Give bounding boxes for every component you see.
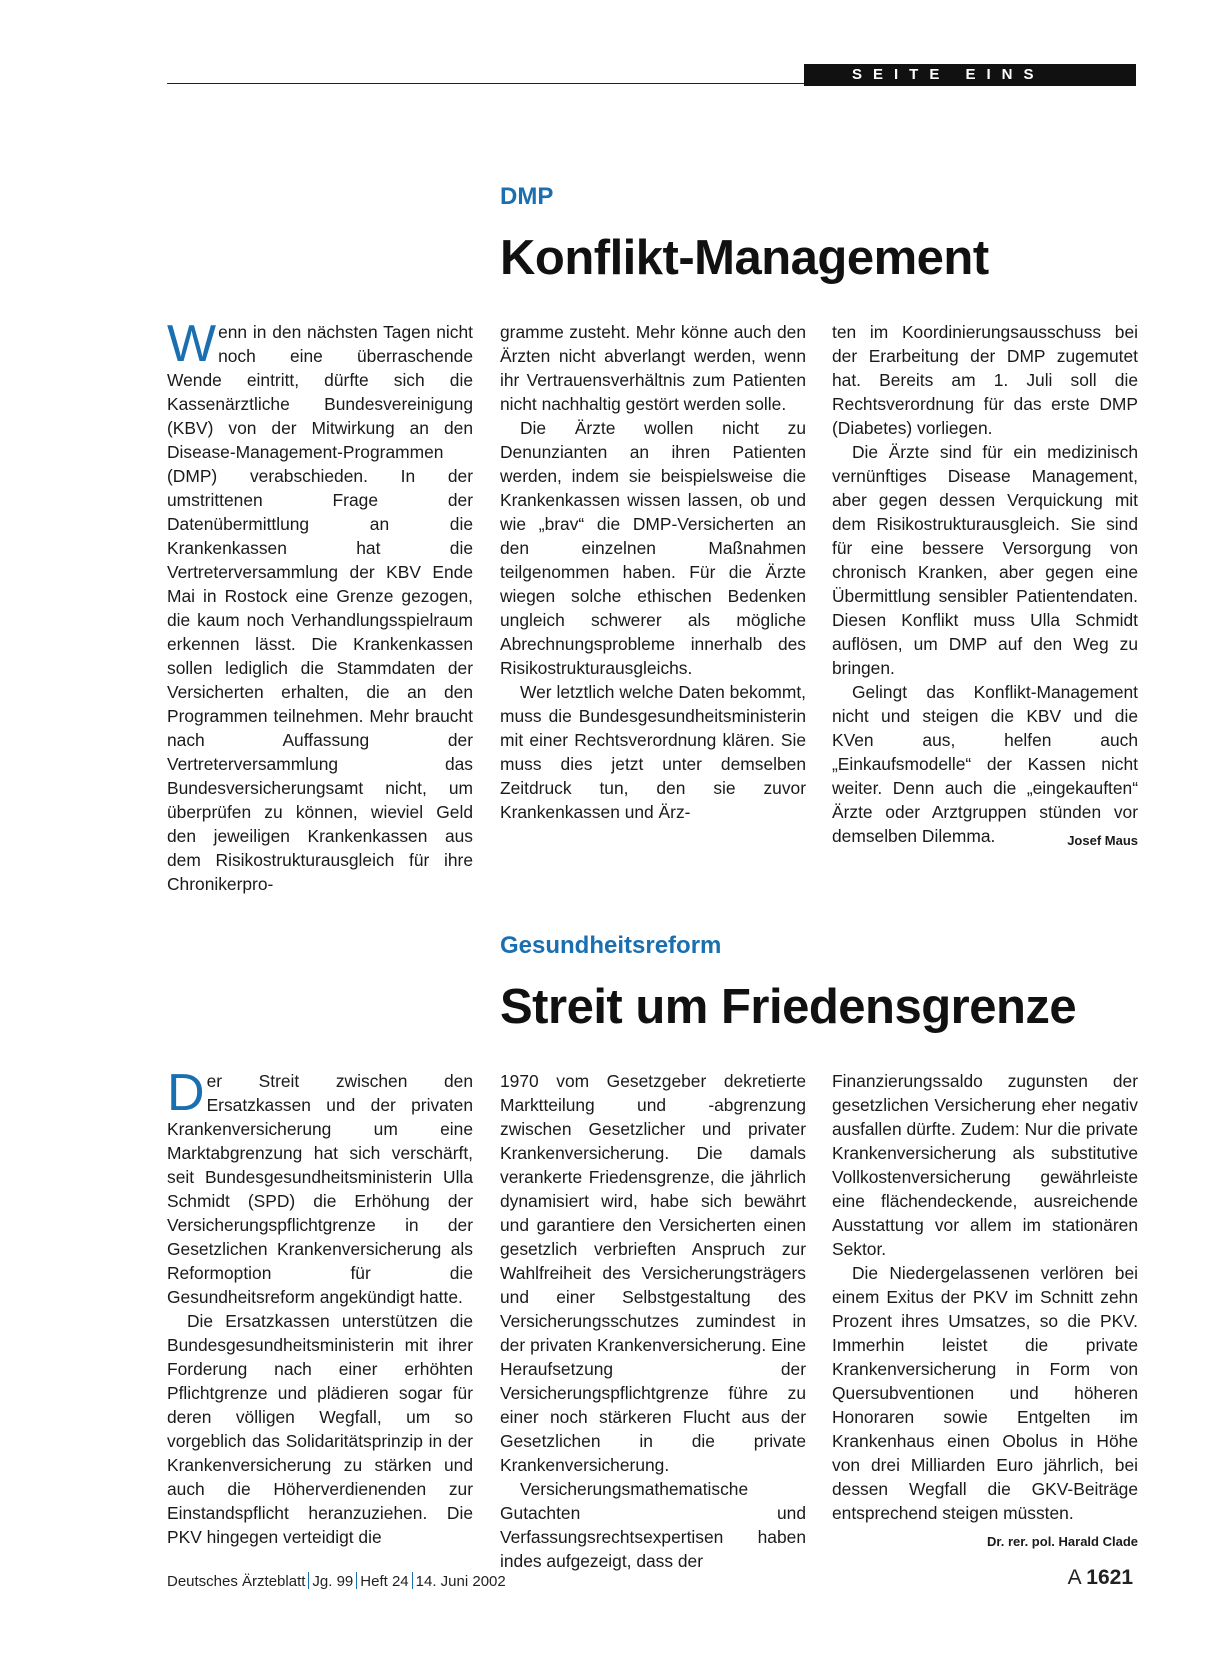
article1-col1-paragraph [167,315,473,896]
article1-col3-text: Gelingt das Konflikt-Management nicht und steigen die KBV und die KVen aus, helfen auch „Einkaufsmodelle“ der Kassen nicht weiter. Denn auch die „eingekauften“ Ärzte oder Arztgruppen stünden vor demselben Dilemma. [832,682,1138,846]
article1-column-2 [500,320,806,824]
article1-col3-paragraph-2: Die Ärzte sind für ein medizinisch vernünftiges Disease Management, aber gegen dessen Verquickung mit dem Risikostrukturausgleich. Sie sind für eine bessere Versorgung von chronisch Kranken, aber gegen eine Übermittlung sensibler Patientendaten. Diesen Konflikt muss Ulla Schmidt auflösen, um DMP auf den Weg zu bringen. [832,442,1138,678]
journal-date: 14. Juni 2002 [415,1573,506,1590]
article2-col2-paragraph-2: Versicherungsmathematische Gutachten und Verfassungsrechtsexpertisen haben indes aufgezeigt, dass der [500,1479,806,1571]
article1-column-3 [832,320,1138,853]
article1-col2-paragraph-1: gramme zusteht. Mehr könne auch den Ärzten nicht abverlangt werden, wenn ihr Vertrauensverhältnis zum Patienten nicht nachhaltig gestört werden solle. [500,322,806,414]
article1-column-1 [167,315,473,896]
article1-col2-paragraph-3: Wer letztlich welche Daten bekommt, muss die Bundesgesundheitsministerin mit einer Rechtsverordnung klären. Sie muss dies jetzt unter demselben Zeitdruck tun, den sie zuvor Krankenkassen und Ärz- [500,682,806,822]
page-number-value: 1621 [1086,1566,1133,1589]
article2-column-3 [832,1069,1138,1554]
article2-col3-paragraph-1: Finanzierungssaldo zugunsten der gesetzlichen Versicherung eher negativ ausfallen dürfte. Zudem: Nur die private Krankenversicherung als substitutive Vollkostenversicherung gewährleiste eine flächendeckende, ausreichende Ausstattung vor allem im stationären Sektor. [832,1071,1138,1259]
article1-headline: Konflikt-Management [500,231,989,285]
article2-col2-paragraph-1: 1970 vom Gesetzgeber dekretierte Marktteilung und -abgrenzung zwischen Gesetzlicher und privater Krankenversicherung. Die damals verankerte Friedensgrenze, die jährlich dynamisiert wird, habe sich bewährt und garantiere den Versicherten einen gesetzlich verbrieften Anspruch zur Wahlfreiheit des Versicherungsträgers und einer Selbstgestaltung des Versicherungsschutzes zumindest in der privaten Krankenversicherung. Eine Heraufsetzung der Versicherungspflichtgrenze führe zu einer noch stärkeren Flucht aus der Gesetzlichen in die private Krankenversicherung. [500,1071,806,1475]
section-label: SEITE EINS [804,64,1136,86]
article1-col2-paragraph-2: Die Ärzte wollen nicht zu Denunzianten an ihren Patienten werden, indem sie beispielsweise die Krankenkassen wissen lassen, ob und wie „brav“ die DMP-Versicherten an den einzelnen Maßnahmen teilgenommen haben. Für die Ärzte wiegen solche ethischen Bedenken ungleich schwerer als mögliche Abrechnungsprobleme innerhalb des Risikostrukturausgleichs. [500,418,806,678]
page-number [1068,1566,1133,1590]
article1-author: Josef Maus [1067,833,1138,848]
article2-dropcap: D [167,1064,205,1122]
journal-name: Deutsches Ärzteblatt [167,1573,306,1590]
page-prefix: A [1067,1566,1081,1589]
article2-col1-paragraph-1 [167,1064,473,1309]
article2-headline: Streit um Friedensgrenze [500,980,1077,1034]
article2-author: Dr. rer. pol. Harald Clade [987,1534,1138,1549]
page-footer [167,1566,1133,1590]
article2-col1-text: er Streit zwischen den Ersatzkassen und der privaten Krankenversicherung um eine Marktabgrenzung hat sich verschärft, seit Bundesgesundheitsministerin Ulla Schmidt (SPD) die Erhöhung der Versicherungspflichtgrenze in der Gesetzlichen Krankenversicherung als Reformoption für die Gesundheitsreform angekündigt hatte. [167,1071,473,1307]
article2-col1-paragraph-2: Die Ersatzkassen unterstützen die Bundesgesundheitsministerin mit ihrer Forderung nach einer erhöhten Pflichtgrenze und plädieren sogar für deren völligen Wegfall, um so vorgeblich das Solidaritätsprinzip in der Krankenversicherung zu stärken und auch die Höherverdienenden zur Einstandspflicht heranzuziehen. Die PKV hingegen verteidigt die [167,1311,473,1547]
article1-col3-paragraph-1: ten im Koordinierungsausschuss bei der Erarbeitung der DMP zugemutet hat. Bereits am 1. Juli soll die Rechtsverordnung für das erste DMP (Diabetes) vorliegen. [832,322,1138,438]
footer-separator [356,1572,357,1589]
article1-col1-text: enn in den nächsten Tagen nicht noch eine überraschende Wende eintritt, dürfte sich die Kassenärztliche Bundesvereinigung (KBV) von der Mitwirkung an den Disease-Management-Programmen (DMP) verabschieden. In der umstrittenen Frage der Datenübermittlung an die Krankenkassen hat die Vertreterversammlung der KBV Ende Mai in Rostock eine Grenze gezogen, die kaum noch Verhandlungsspielraum erkennen lässt. Die Krankenkassen sollen lediglich die Stammdaten der Versicherten erhalten, die an den Programmen teilnehmen. Mehr braucht nach Auffassung der Vertreterversammlung das Bundesversicherungsamt nicht, um überprüfen zu können, wieviel Geld den jeweiligen Krankenkassen aus dem Risikostrukturausgleich für ihre Chronikerpro- [167,322,473,894]
footer-separator [412,1572,413,1589]
article1-kicker: DMP [500,183,554,210]
article2-column-2 [500,1069,806,1573]
article2-col3-paragraph-2 [832,1261,1138,1549]
footer-separator [308,1572,309,1589]
article1-dropcap: W [167,315,217,373]
article2-kicker: Gesundheitsreform [500,932,722,959]
journal-issue: Heft 24 [360,1573,409,1590]
article2-column-1 [167,1064,473,1549]
article1-col3-paragraph-3 [832,680,1138,848]
journal-volume: Jg. 99 [312,1573,354,1590]
article2-col3-text: Die Niedergelassenen verlören bei einem Exitus der PKV im Schnitt zehn Prozent ihres Umsatzes, so die PKV. Immerhin leistet die private Krankenversicherung in Form von Quersubventionen und höheren Honoraren sowie Entgelten im Krankenhaus einen Obolus in Höhe von drei Milliarden Euro jährlich, bei dessen Wegfall die GKV-Beiträge entsprechend steigen müssten. [832,1263,1138,1523]
